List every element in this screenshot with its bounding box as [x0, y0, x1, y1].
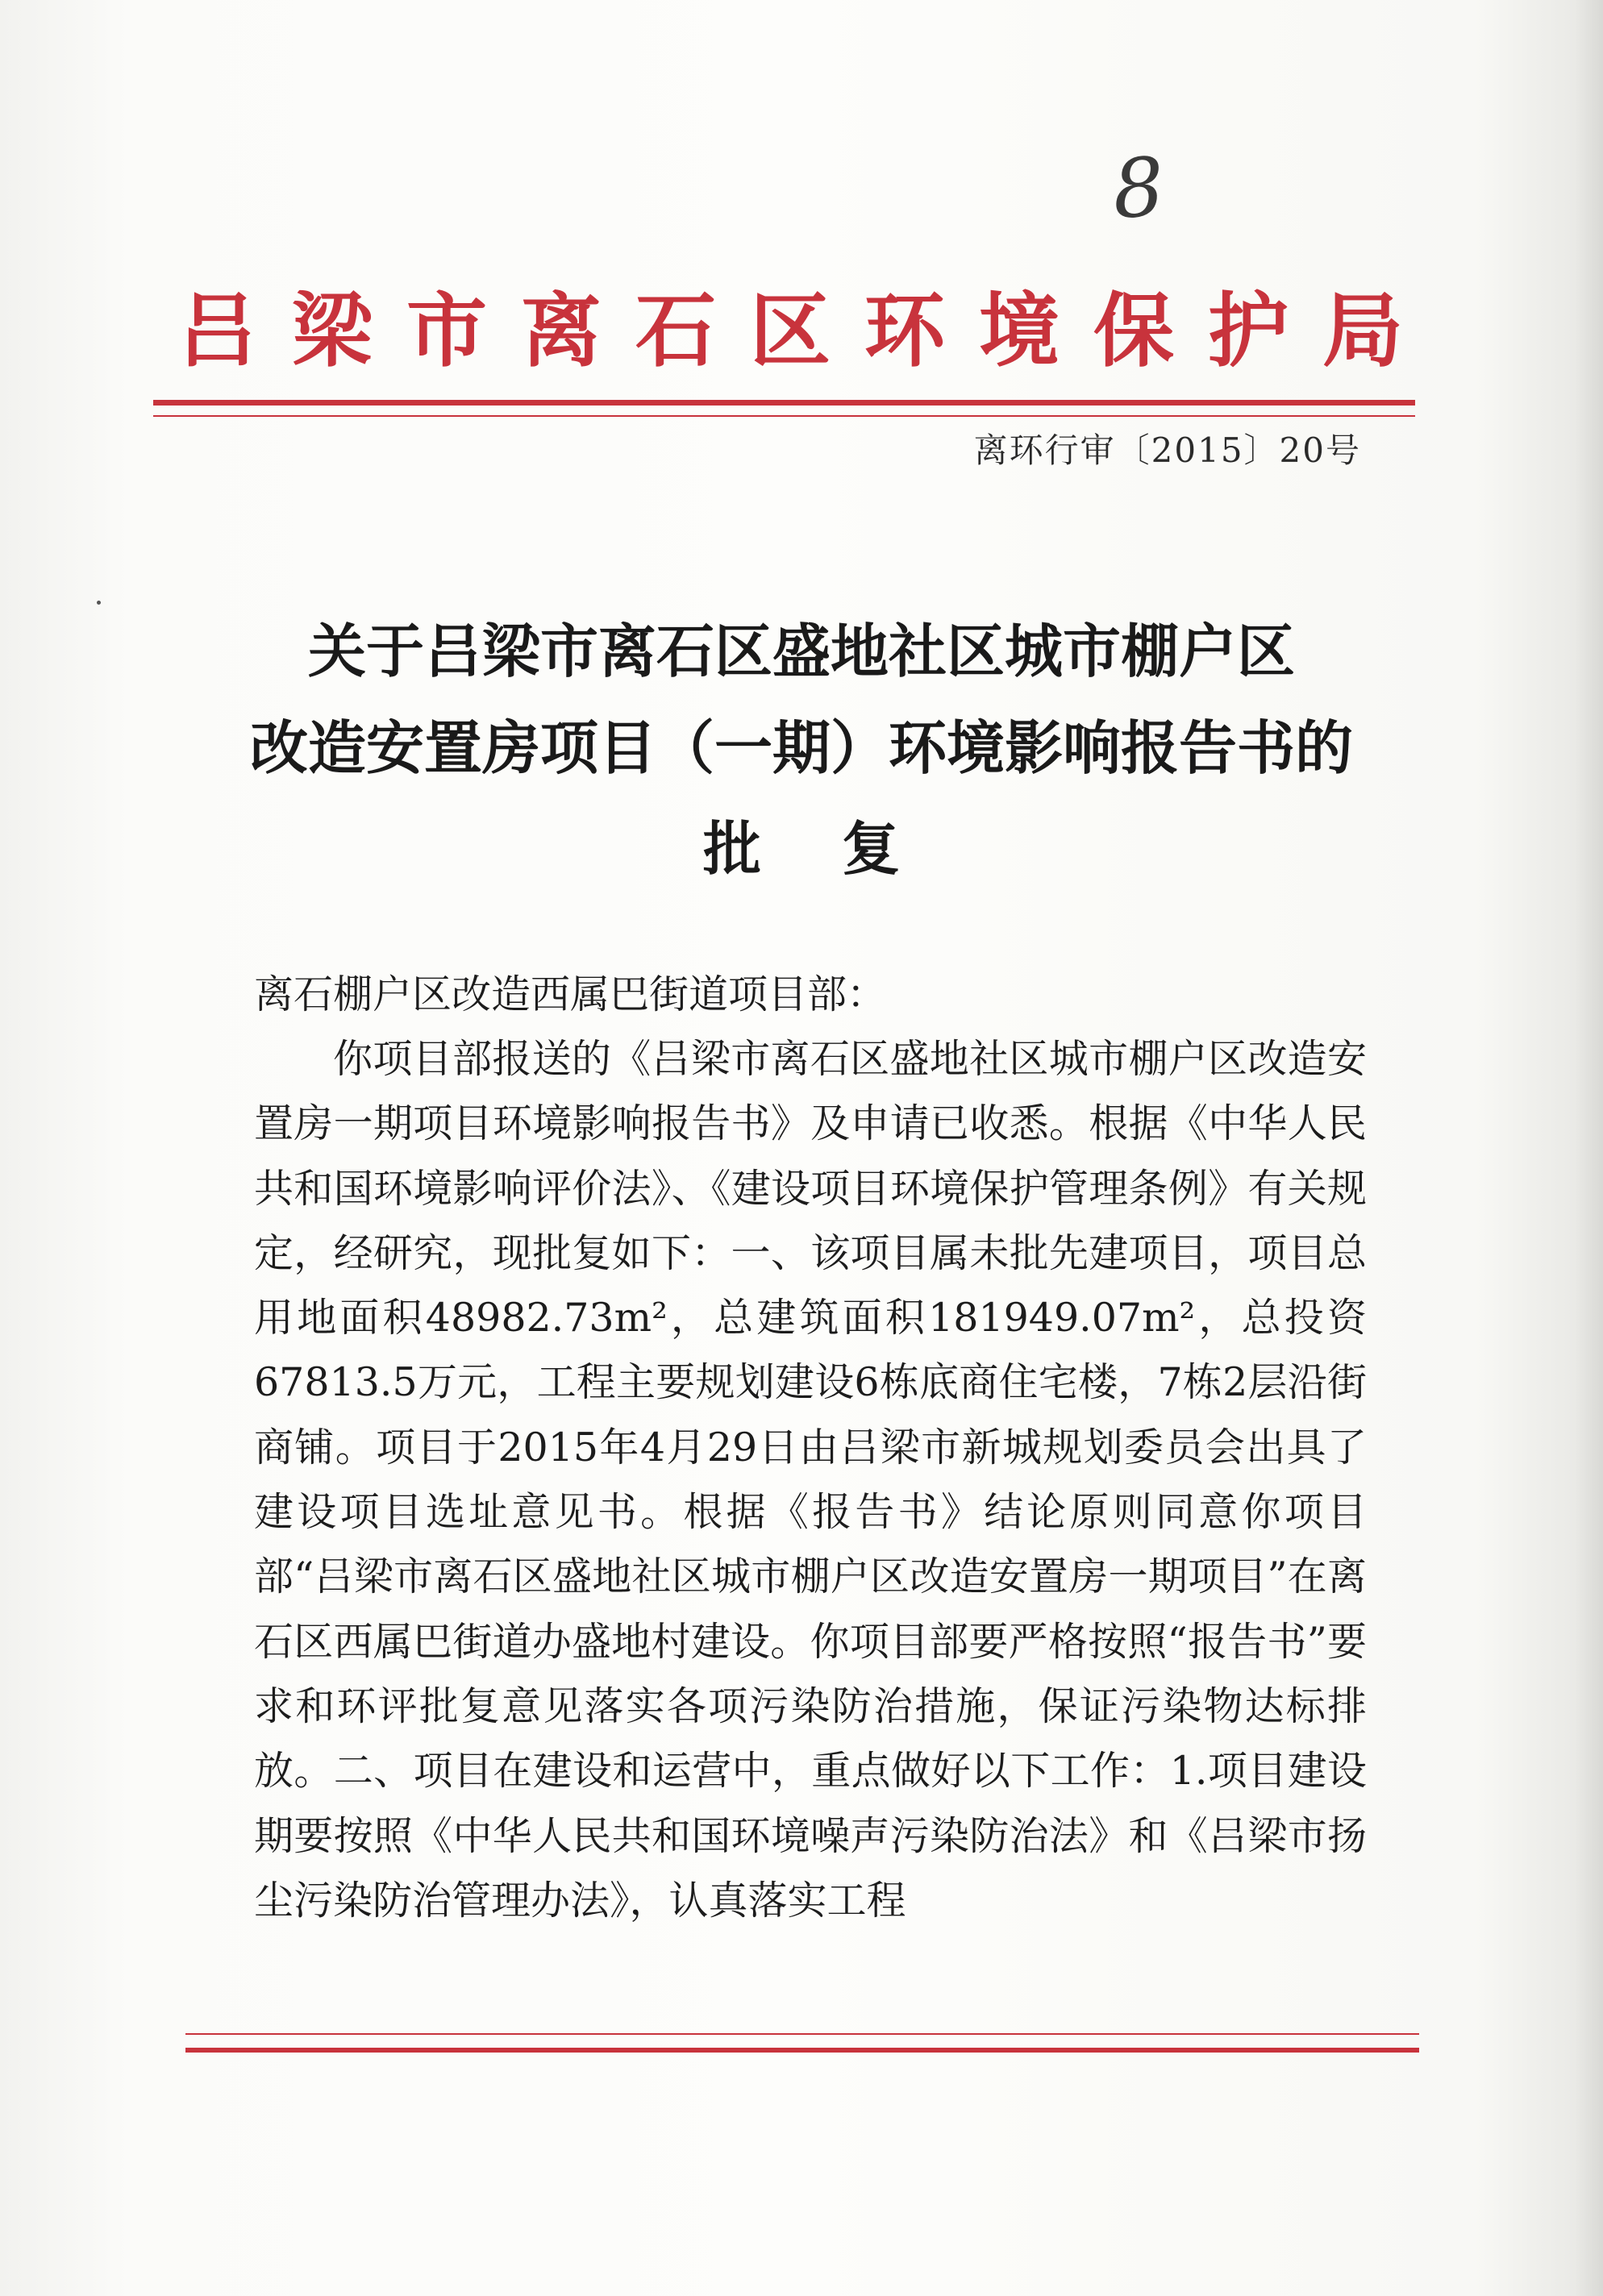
letterhead-char: 境: [979, 283, 1060, 378]
document-title-line-3: 批复: [702, 815, 981, 883]
letterhead-char: 局: [1322, 283, 1403, 378]
letterhead-char: 护: [1208, 283, 1289, 378]
letterhead-rule-thick: [153, 400, 1415, 406]
document-title-line-2: 改造安置房项目（一期）环境影响报告书的: [249, 714, 1353, 782]
letterhead-char: 梁: [292, 283, 373, 378]
addressee: 离石棚户区改造西属巴街道项目部：: [254, 971, 887, 1017]
letterhead-char: 市: [406, 283, 487, 378]
body-text: 你项目部报送的《吕梁市离石区盛地社区城市棚户区改造安置房一期项目环境影响报告书》及申请已收悉。根据《中华人民共和国环境影响评价法》、《建设项目环境保护管理条例》有关规定，经研究，现批复如下：一、该项目属未批先建项目，项目总用地面积48982.73m²，总建筑面积181949.07m²，总投资67813.5万元，工程主要规划建设6栋底商住宅楼，7栋2层沿街商铺。项目于2015年4月29日由吕梁市新城规划委员会出具了建设项目选址意见书。根据《报告书》结论原则同意你项目部“吕梁市离石区盛地社区城市棚户区改造安置房一期项目”在离石区西属巴街道办盛地村建设。你项目部要严格按照“报告书”要求和环评批复意见落实各项污染防治措施，保证污染物达标排放。二、项目在建设和运营中，重点做好以下工作：1.项目建设期要按照《中华人民共和国环境噪声污染防治法》和《吕梁市扬尘污染防治管理办法》，认真落实工程: [254, 1036, 1367, 1924]
letterhead-char: 区: [750, 283, 831, 378]
letterhead-char: 环: [864, 283, 945, 378]
letterhead-char: 离: [521, 283, 602, 378]
page-edge-shadow: [1574, 0, 1603, 2296]
letterhead-char: 保: [1093, 283, 1174, 378]
footer-rule-thin: [185, 2033, 1419, 2035]
document-number: 离环行审〔2015〕20号: [973, 430, 1361, 470]
document-title-line-1: 关于吕梁市离石区盛地社区城市棚户区: [307, 618, 1295, 685]
letterhead-char: 吕: [177, 283, 258, 378]
letterhead-char: 石: [635, 283, 716, 378]
handwritten-page-number: 8: [1109, 139, 1168, 238]
letterhead-rule-thin: [153, 415, 1415, 417]
letterhead: [177, 266, 1403, 382]
footer-rule-thick: [185, 2048, 1419, 2053]
